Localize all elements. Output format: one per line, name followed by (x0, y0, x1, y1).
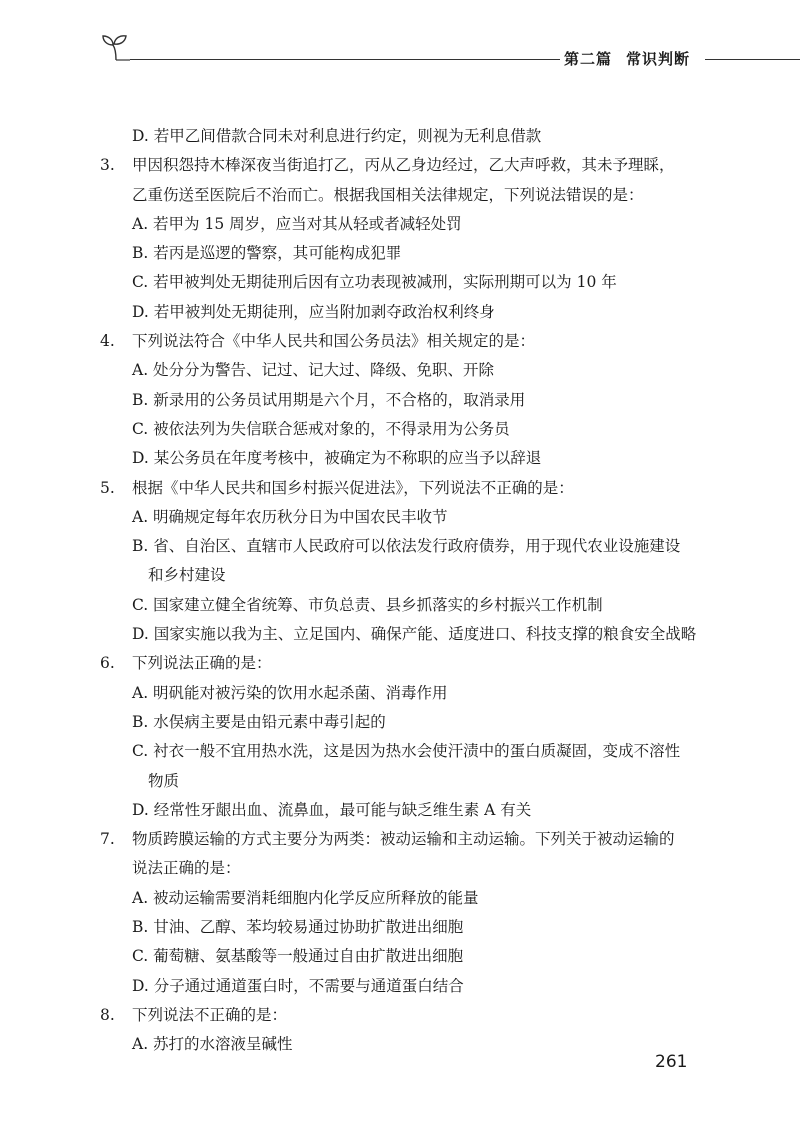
line-text: B. 新录用的公务员试用期是六个月，不合格的，取消录用 (132, 390, 526, 409)
answer-option (100, 210, 720, 239)
answer-option (100, 591, 720, 620)
question-stem (100, 649, 720, 678)
answer-option (100, 386, 720, 415)
page-number: 261 (655, 1052, 688, 1072)
answer-option (100, 884, 720, 913)
question-list (100, 122, 720, 1060)
line-text: A. 若甲为 15 周岁，应当对其从轻或者减轻处罚 (132, 214, 462, 233)
line-text: C. 葡萄糖、氨基酸等一般通过自由扩散进出细胞 (132, 947, 464, 966)
line-text: D. 若甲被判处无期徒刑，应当附加剥夺政治权利终身 (132, 302, 495, 321)
answer-option (100, 239, 720, 268)
question-number: 3. (100, 156, 115, 175)
line-text: C. 衬衣一般不宜用热水洗，这是因为热水会使汗渍中的蛋白质凝固，变成不溶性 (132, 742, 681, 761)
question-number: 5. (100, 478, 115, 497)
answer-option (100, 679, 720, 708)
header-part: 第二篇 (564, 50, 613, 68)
answer-option (100, 913, 720, 942)
line-text: B. 若丙是巡逻的警察，其可能构成犯罪 (132, 244, 402, 263)
line-text: C. 被依法列为失信联合惩戒对象的，不得录用为公务员 (132, 419, 510, 438)
question-stem (100, 151, 720, 180)
line-text: D. 某公务员在年度考核中，被确定为不称职的应当予以辞退 (132, 449, 542, 468)
line-text: D. 经常性牙龈出血、流鼻血，最可能与缺乏维生素 A 有关 (132, 800, 532, 819)
question-stem (100, 825, 720, 854)
question-number: 8. (100, 1005, 115, 1024)
answer-option (100, 415, 720, 444)
answer-option (100, 620, 720, 649)
line-text: 下列说法符合《中华人民共和国公务员法》相关规定的是： (132, 332, 536, 351)
header-rule-right (705, 59, 800, 60)
header-rule-left (130, 59, 560, 60)
answer-option (100, 268, 720, 297)
line-text: 乙重伤送至医院后不治而亡。根据我国相关法律规定，下列说法错误的是： (132, 185, 644, 204)
answer-option (100, 737, 720, 766)
answer-option (100, 532, 720, 561)
answer-option (100, 796, 720, 825)
line-text: B. 甘油、乙醇、苯均较易通过协助扩散进出细胞 (132, 918, 464, 937)
answer-option-continued (100, 767, 720, 796)
question-number: 4. (100, 332, 115, 351)
answer-option (100, 356, 720, 385)
line-text: 物质 (148, 771, 180, 790)
answer-option (100, 1030, 720, 1059)
line-text: A. 明确规定每年农历秋分日为中国农民丰收节 (132, 507, 448, 526)
question-number: 6. (100, 654, 115, 673)
answer-option (100, 708, 720, 737)
line-text: 物质跨膜运输的方式主要分为两类：被动运输和主动运输。下列关于被动运输的 (132, 830, 675, 849)
line-text: D. 分子通过通道蛋白时，不需要与通道蛋白结合 (132, 976, 464, 995)
line-text: A. 被动运输需要消耗细胞内化学反应所释放的能量 (132, 888, 479, 907)
line-text: 甲因积怨持木棒深夜当街追打乙，丙从乙身边经过，乙大声呼救，其未予理睬， (132, 156, 675, 175)
answer-option (100, 972, 720, 1001)
question-number: 7. (100, 830, 115, 849)
line-text: 和乡村建设 (148, 566, 226, 585)
answer-option-continued (100, 561, 720, 590)
page-header (100, 30, 800, 70)
line-text: 下列说法正确的是： (132, 654, 272, 673)
question-stem-continued (100, 854, 720, 883)
line-text: B. 水俣病主要是由铅元素中毒引起的 (132, 712, 386, 731)
line-text: 说法正确的是： (132, 859, 241, 878)
line-text: A. 明矾能对被污染的饮用水起杀菌、消毒作用 (132, 683, 448, 702)
sprout-icon (100, 30, 134, 64)
answer-option (100, 298, 720, 327)
header-title (564, 48, 690, 69)
line-text: 根据《中华人民共和国乡村振兴促进法》，下列说法不正确的是： (132, 478, 574, 497)
answer-option (100, 444, 720, 473)
header-section: 常识判断 (626, 50, 691, 68)
question-stem-continued (100, 181, 720, 210)
line-text: C. 若甲被判处无期徒刑后因有立功表现被减刑，实际刑期可以为 10 年 (132, 273, 617, 292)
line-text: C. 国家建立健全省统筹、市负总责、县乡抓落实的乡村振兴工作机制 (132, 595, 603, 614)
line-text: A. 处分分为警告、记过、记大过、降级、免职、开除 (132, 361, 495, 380)
question-stem (100, 474, 720, 503)
answer-option (100, 122, 720, 151)
question-stem (100, 327, 720, 356)
question-stem (100, 1001, 720, 1030)
answer-option (100, 503, 720, 532)
line-text: 下列说法不正确的是： (132, 1005, 288, 1024)
line-text: B. 省、自治区、直辖市人民政府可以依法发行政府债券，用于现代农业设施建设 (132, 537, 681, 556)
line-text: D. 国家实施以我为主、立足国内、确保产能、适度进口、科技支撑的粮食安全战略 (132, 625, 697, 644)
answer-option (100, 942, 720, 971)
line-text: A. 苏打的水溶液呈碱性 (132, 1035, 293, 1054)
line-text: D. 若甲乙间借款合同未对利息进行约定，则视为无利息借款 (132, 127, 542, 145)
